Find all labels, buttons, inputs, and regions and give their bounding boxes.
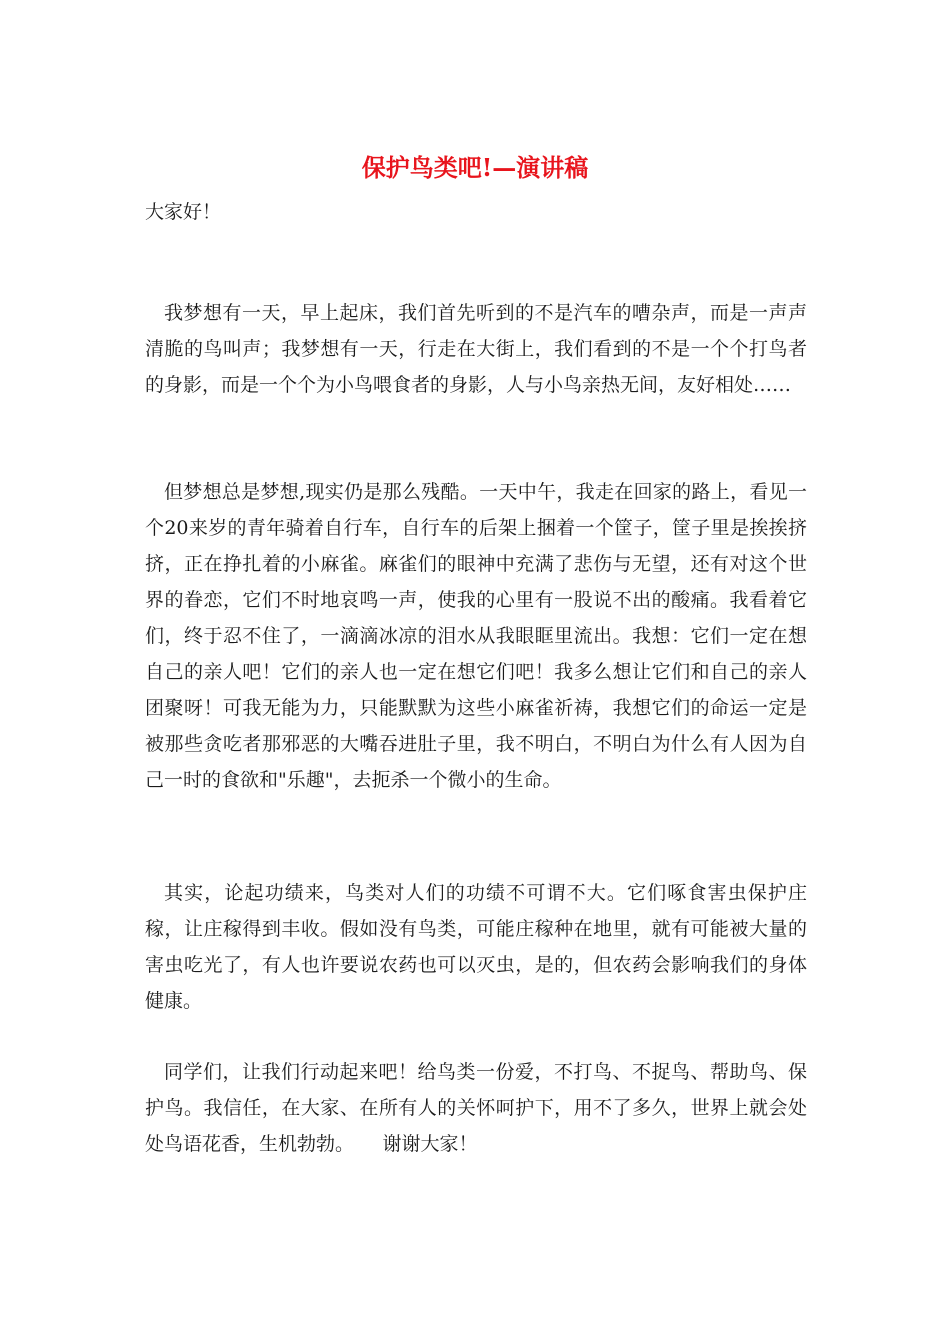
paragraph-3: 其实，论起功绩来，鸟类对人们的功绩不可谓不大。它们啄食害虫保护庄稼，让庄稼得到丰收。假如没有鸟类，可能庄稼种在地里，就有可能被大量的害虫吃光了，有人也许要说农药也可以灭虫，是的，但农药会影响我们的身体健康。 <box>145 882 807 1012</box>
paragraph-1: 我梦想有一天，早上起床，我们首先听到的不是汽车的嘈杂声，而是一声声清脆的鸟叫声；我梦想有一天，行走在大街上，我们看到的不是一个个打鸟者的身影，而是一个个为小鸟喂食者的身影，人与小鸟亲热无间，友好相处…… <box>145 302 807 396</box>
paragraph-4: 同学们，让我们行动起来吧！给鸟类一份爱，不打鸟、不捉鸟、帮助鸟、保护鸟。我信任，在大家、在所有人的关怀呵护下，用不了多久，世界上就会处处鸟语花香，生机勃勃。 谢谢大家！ <box>145 1061 807 1155</box>
document-title: 保护鸟类吧!—演讲稿 <box>361 153 589 182</box>
greeting-text: 大家好！ <box>145 201 222 223</box>
paragraph-2: 但梦想总是梦想,现实仍是那么残酷。一天中午，我走在回家的路上，看见一个20来岁的青年骑着自行车，自行车的后架上捆着一个筐子，筐子里是挨挨挤挤，正在挣扎着的小麻雀。麻雀们的眼神中充满了悲伤与无望，还有对这个世界的眷恋，它们不时地哀鸣一声，使我的心里有一股说不出的酸痛。我看着它们，终于忍不住了，一滴滴冰凉的泪水从我眼眶里流出。我想：它们一定在想自己的亲人吧！它们的亲人也一定在想它们吧！我多么想让它们和自己的亲人团聚呀！可我无能为力，只能默默为这些小麻雀祈祷，我想它们的命运一定是被那些贪吃者那邪恶的大嘴吞进肚子里，我不明白，不明白为什么有人因为自己一时的食欲和"乐趣"，去扼杀一个微小的生命。 <box>145 481 807 791</box>
